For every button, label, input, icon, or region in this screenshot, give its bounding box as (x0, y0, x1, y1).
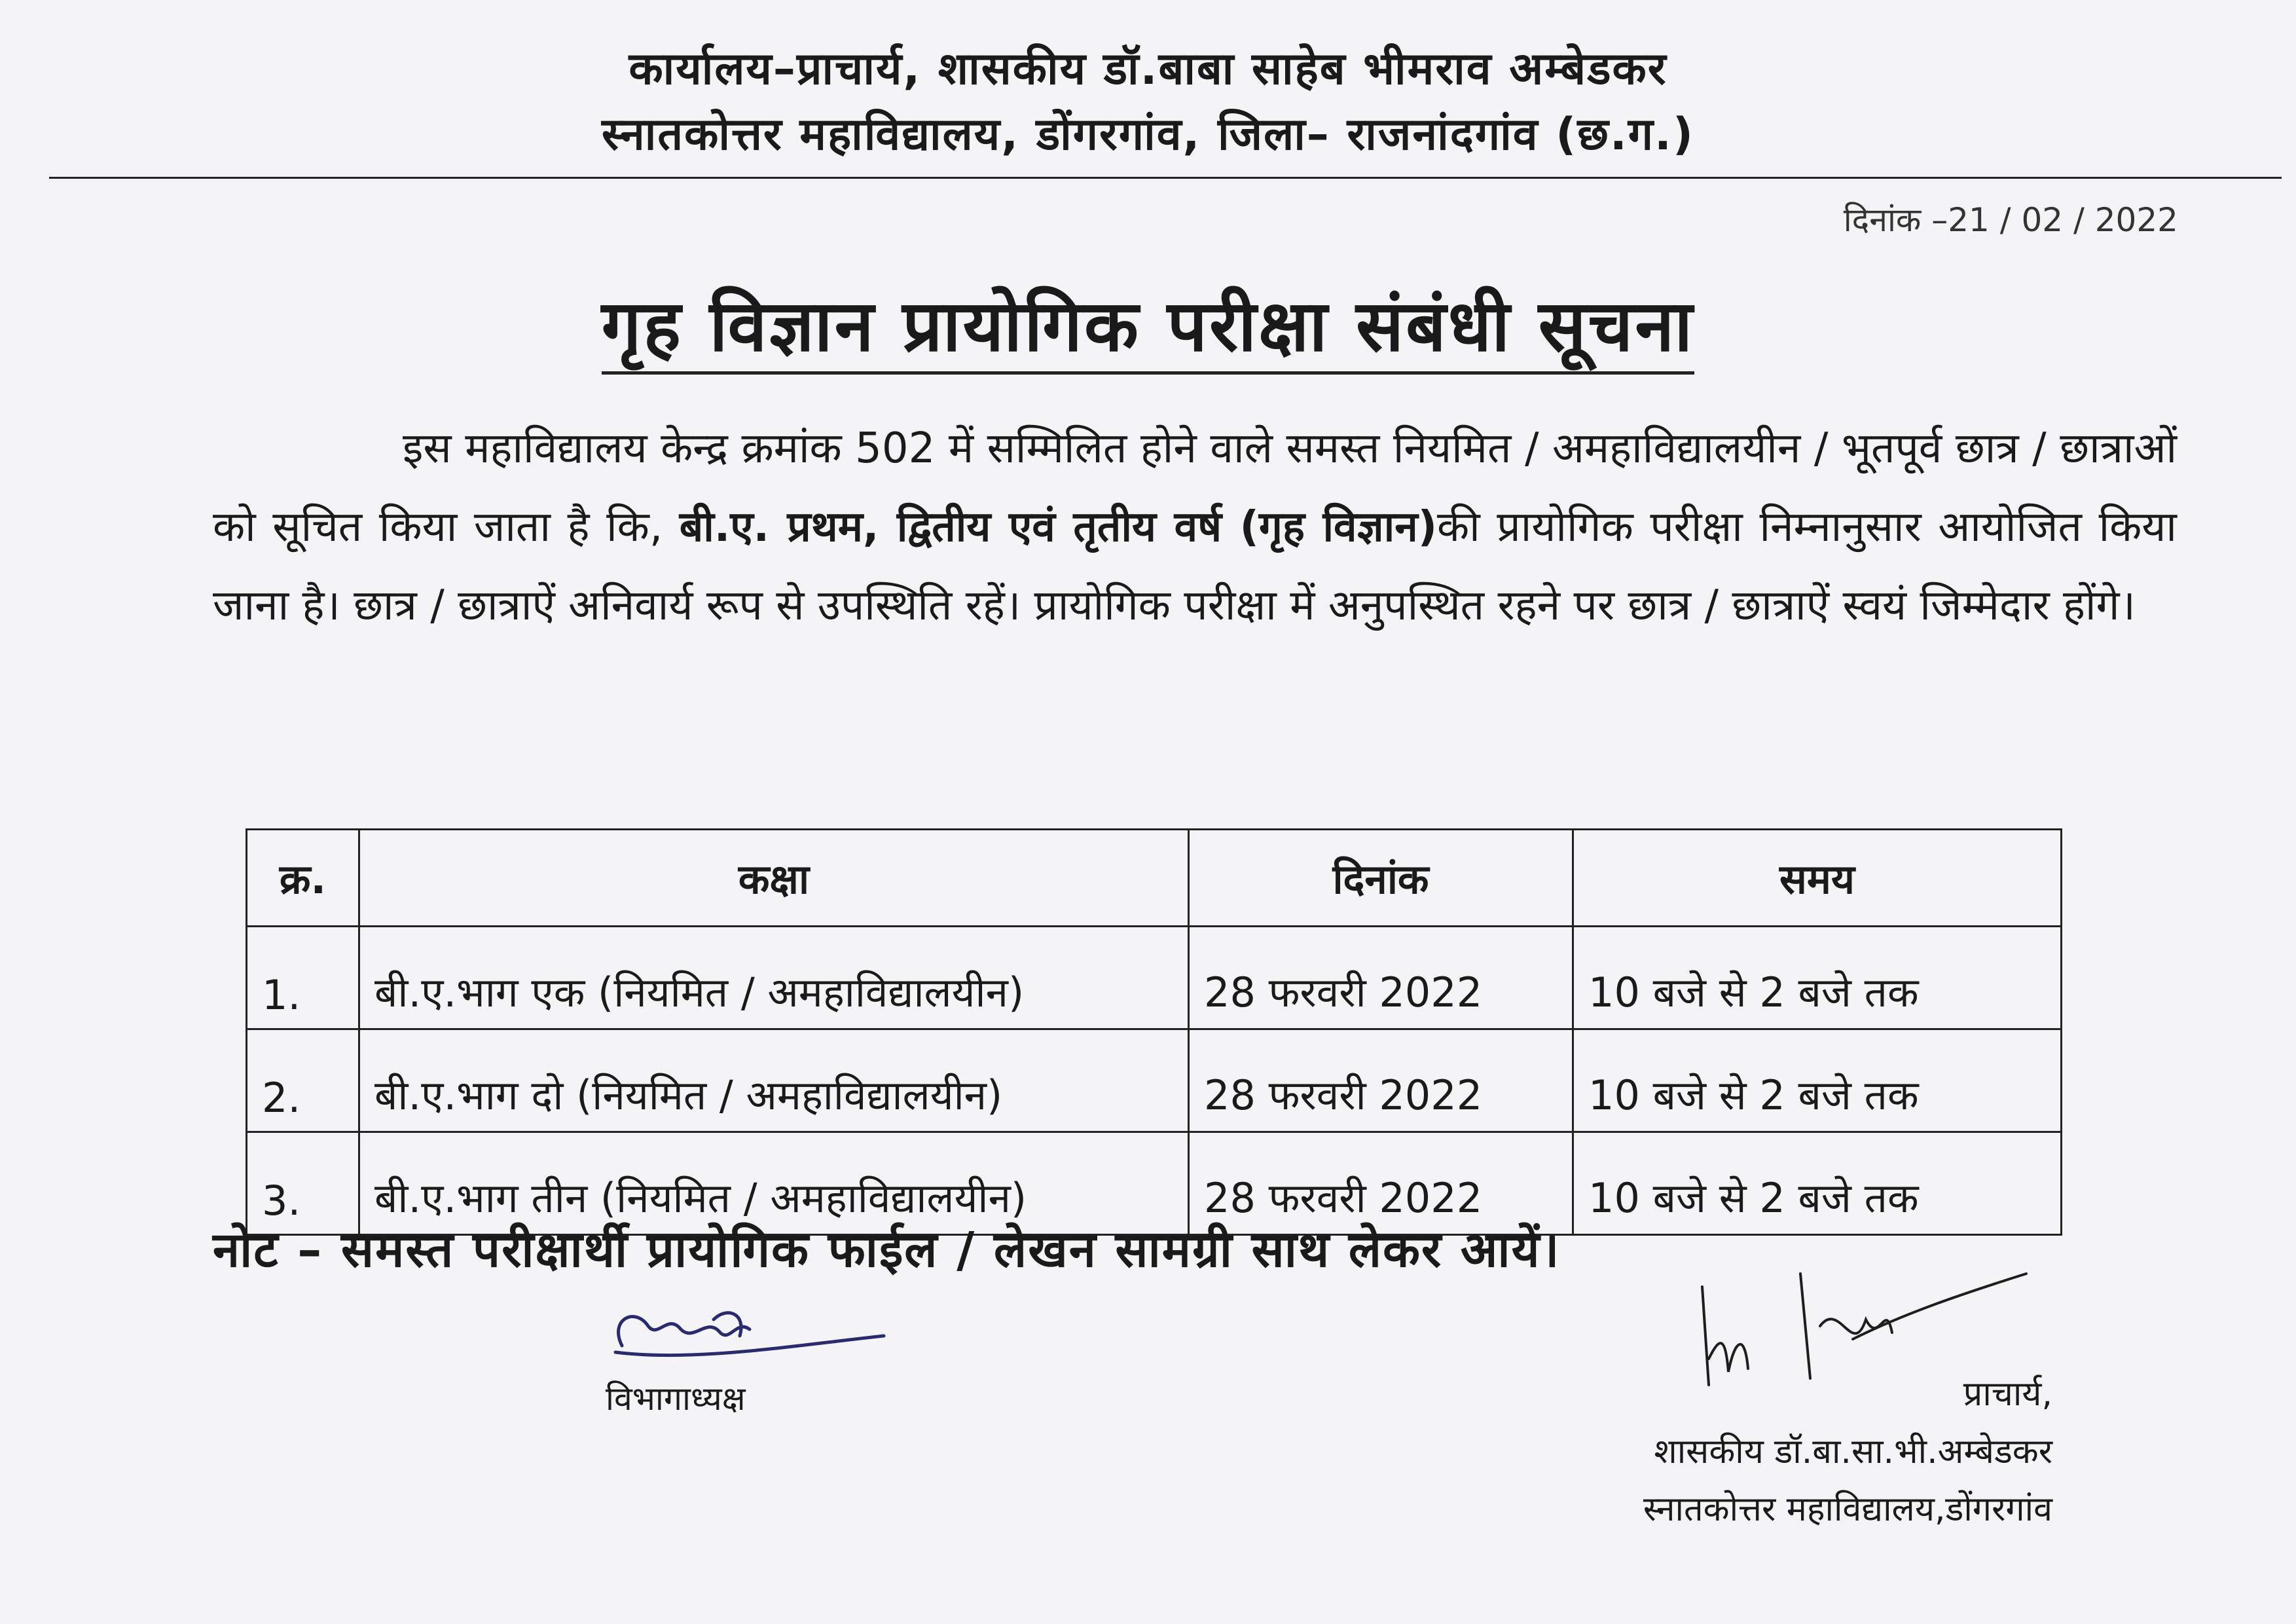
row-time: 10 बजे से 2 बजे तक (1573, 1029, 2062, 1132)
row-class: बी.ए.भाग एक (नियमित / अमहाविद्यालयीन) (359, 927, 1189, 1029)
header-serial: क्र. (247, 830, 359, 927)
notice-date: दिनांक –21 / 02 / 2022 (1843, 201, 2178, 239)
row-time: 10 बजे से 2 बजे तक (1573, 927, 2062, 1029)
row-class: बी.ए.भाग तीन (नियमित / अमहाविद्यालयीन) (359, 1132, 1189, 1235)
row-serial: 2. (247, 1029, 359, 1132)
notice-body (213, 409, 2177, 645)
notice-title-wrap (0, 275, 2296, 371)
table-row (247, 927, 2062, 1029)
table-row (247, 1029, 2062, 1132)
row-date: 28 फरवरी 2022 (1189, 1029, 1573, 1132)
principal-college-line2: स्नातकोत्तर महाविद्यालय,डोंगरगांव (1643, 1490, 2052, 1529)
header-class: कक्षा (359, 830, 1189, 927)
hod-label: विभागाध्यक्ष (606, 1380, 746, 1418)
exam-schedule-table (246, 828, 2062, 1236)
row-time: 10 बजे से 2 बजे तक (1573, 1132, 2062, 1235)
principal-block (1542, 1365, 2052, 1538)
row-serial: 3. (247, 1132, 359, 1235)
body-text-part2: की प्रायोगिक परीक्षा निम्नानुसार आयोजित किया जाना है। छात्र / छात्राऐं अनिवार्य रूप से उपस्थिति रहें। प्रायोगिक परीक्षा में अनुपस्थित रहने पर छात्र / छात्राऐं स्वयं जिम्मेदार होंगे। (213, 503, 2177, 630)
row-serial: 1. (247, 927, 359, 1029)
notice-note: नोट – समस्त परीक्षार्थी प्रायोगिक फाईल / लेखन सामग्री साथ लेकर आयें। (213, 1222, 1561, 1278)
header-office-line: कार्यालय–प्राचार्य, शासकीय डॉ.बाबा साहेब भीमराव अम्बेडकर (629, 43, 1667, 95)
principal-title: प्राचार्य, (1963, 1375, 2052, 1414)
principal-college-line1: शासकीय डॉ.बा.सा.भी.अम्बेडकर (1654, 1432, 2052, 1471)
body-text-part1: इस महाविद्यालय केन्द्र क्रमांक 502 में सम्मिलित होने वाले समस्त नियमित / अमहाविद्यालयीन / भूतपूर्व छात्र / छात्राओं को सूचित किया जाता है कि, (213, 424, 2177, 551)
row-class: बी.ए.भाग दो (नियमित / अमहाविद्यालयीन) (359, 1029, 1189, 1132)
table-header-row (247, 830, 2062, 927)
notice-title: गृह विज्ञान प्रायोगिक परीक्षा संबंधी सूचना (602, 286, 1695, 375)
body-text-bold: बी.ए. प्रथम, द्वितीय एवं तृतीय वर्ष (गृह विज्ञान) (679, 503, 1437, 551)
header-college-line: स्नातकोत्तर महाविद्यालय, डोंगरगांव, जिला– राजनांदगांव (छ.ग.) (602, 109, 1694, 160)
header-date: दिनांक (1189, 830, 1573, 927)
hod-signature-icon (596, 1300, 897, 1372)
row-date: 28 फरवरी 2022 (1189, 1132, 1573, 1235)
row-date: 28 फरवरी 2022 (1189, 927, 1573, 1029)
header-time: समय (1573, 830, 2062, 927)
header-divider (49, 177, 2282, 179)
